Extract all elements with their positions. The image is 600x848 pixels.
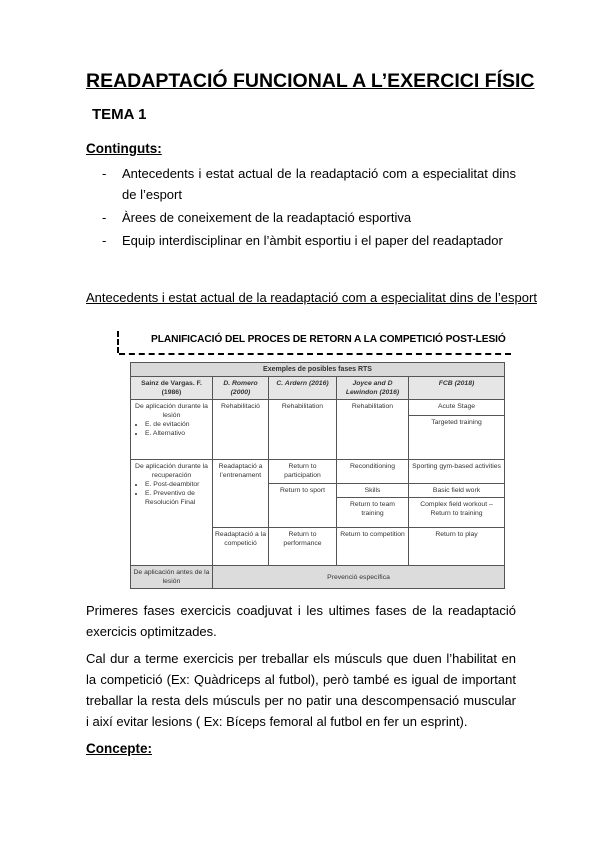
table-title: Exemples de posibles fases RTS (131, 363, 505, 377)
table-cell: Targeted training (409, 416, 505, 460)
column-header: C. Ardern (2016) (269, 377, 337, 400)
table-cell: Readaptació a l’entrenament (213, 460, 269, 528)
list-item: • E. Alternativo (145, 429, 210, 438)
column-header: Joyce and D Lewindon (2016) (337, 377, 409, 400)
table-cell: Rehabilitation (337, 400, 409, 460)
list-item: - Àrees de coneixement de la readaptació esportiva (86, 207, 516, 228)
section-heading: Antecedents i estat actual de la readaptació com a especialitat dins de l’esport (86, 290, 537, 305)
table-cell: De aplicación durante la recuperación • E. Post-deambitor • E. Preventivo de Resolución Final (131, 460, 213, 566)
table-cell: Return to performance (269, 528, 337, 566)
concept-heading: Concepte: (86, 741, 153, 756)
column-header: FCB (2018) (409, 377, 505, 400)
table-cell: Rehabilitació (213, 400, 269, 460)
table-cell: Sporting gym-based activities (409, 460, 505, 484)
table-cell: Basic field work (409, 484, 505, 498)
list-item: - Equip interdisciplinar en l’àmbit esportiu i el paper del readaptador (86, 230, 516, 251)
list-item: • E. Preventivo de Resolución Final (145, 489, 210, 507)
table-cell: Reconditioning (337, 460, 409, 484)
rts-figure (117, 330, 512, 598)
figure-border-left (117, 331, 122, 353)
contents-heading: Continguts: (86, 141, 162, 156)
topic-label: TEMA 1 (92, 106, 147, 123)
contents-list (86, 163, 516, 253)
column-header: D. Romero (2000) (213, 377, 269, 400)
table-cell: Return to sport (269, 484, 337, 528)
paragraph: Cal dur a terme exercicis per treballar els músculs que duen l’habilitat en la competició (Ex: Quàdriceps al futbol), però també es igual de important treballar la resta dels músculs per no patir una descompensació muscular i així evitar lesions ( Ex: Bíceps femoral al futbol en fer un esprint). (86, 651, 516, 729)
figure-header (117, 330, 512, 356)
paragraph: Primeres fases exercicis coadjuvat i les ultimes fases de la readaptació exercicis optimitzades. (86, 603, 516, 639)
table-cell: Rehabilitation (269, 400, 337, 460)
table-cell: Skills (337, 484, 409, 498)
document-title: READAPTACIÓ FUNCIONAL A L’EXERCICI FÍSIC (86, 70, 535, 92)
table-cell: Return to team training (337, 498, 409, 528)
list-item: • E. Post-deambitor (145, 480, 210, 489)
table-cell: De aplicación antes de la lesión (131, 566, 213, 589)
table-cell: Acute Stage (409, 400, 505, 416)
table-cell: Readaptació a la competició (213, 528, 269, 566)
figure-title: PLANIFICACIÓ DEL PROCES DE RETORN A LA COMPETICIÓ POST-LESIÓ (151, 334, 506, 345)
rts-phases-table (130, 362, 505, 589)
table-cell: Return to play (409, 528, 505, 566)
figure-border-bottom (119, 353, 511, 355)
list-item: • E. de evitación (145, 420, 210, 429)
table-cell: Complex field workout – Return to training (409, 498, 505, 528)
table-cell: Return to competition (337, 528, 409, 566)
table-cell: De aplicación durante la lesión • E. de evitación • E. Alternativo (131, 400, 213, 460)
table-cell: Prevenció específica (213, 566, 505, 589)
column-header: Sainz de Vargas. F. (1986) (131, 377, 213, 400)
table-cell: Return to participation (269, 460, 337, 484)
list-item: - Antecedents i estat actual de la readaptació com a especialitat dins de l’esport (86, 163, 516, 205)
